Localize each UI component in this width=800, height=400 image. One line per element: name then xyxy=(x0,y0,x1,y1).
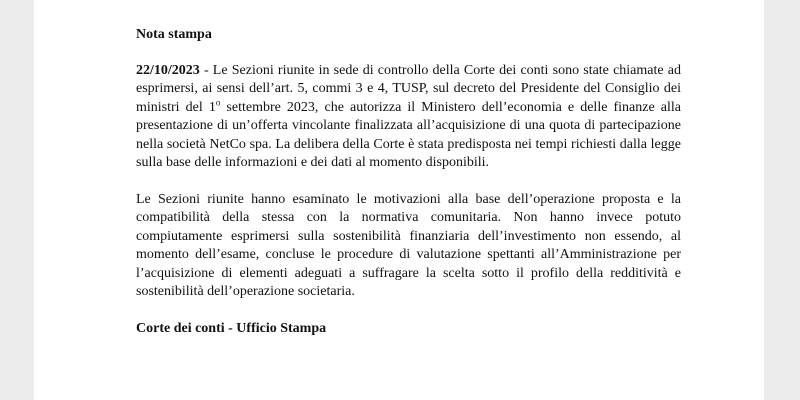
press-release xyxy=(136,26,681,338)
document-page xyxy=(34,0,764,400)
document-title: Nota stampa xyxy=(136,27,212,42)
date-separator: - xyxy=(199,62,213,78)
paragraph-1 xyxy=(136,62,681,173)
ordinal-superscript: o xyxy=(215,96,221,107)
paragraph-2: Le Sezioni riunite hanno esaminato le motivazioni alla base dell’operazione proposta e la compatibilità della stessa con la normativa comunitaria. Non hanno invece potuto compiutamente esprimersi sulla sostenibilità finanziaria dell’investimento non essendo, al momento dell’esame, concluse le procedure di valutazione spettanti all’Amministrazione per l’acquisizione di elementi adeguati a suffragare la scelta sotto il profilo della redditività e sostenibilità dell’operazione societaria. xyxy=(136,191,681,299)
paragraph-1-text-a: Le Sezioni riunite in sede di controllo della Corte dei conti sono state chiamate ad esprimersi, ai sensi dell’art. 5, commi 3 e 4, TUSP, sul decreto del Presidente del Consiglio dei ministri del 1 xyxy=(136,62,681,115)
signature: Corte dei conti - Ufficio Stampa xyxy=(136,320,327,336)
paragraph-1-text-b: settembre 2023, che autorizza il Ministero dell’economia e delle finanze alla presentazione di un’offerta vincolante finalizzata all’acquisizione di una quota di partecipazione nella società NetCo spa. La delibera della Corte è stata predisposta nei tempi richiesti dalla legge sulla base delle informazioni e dei dati al momento disponibili. xyxy=(136,99,681,170)
release-date: 22/10/2023 xyxy=(136,62,200,78)
